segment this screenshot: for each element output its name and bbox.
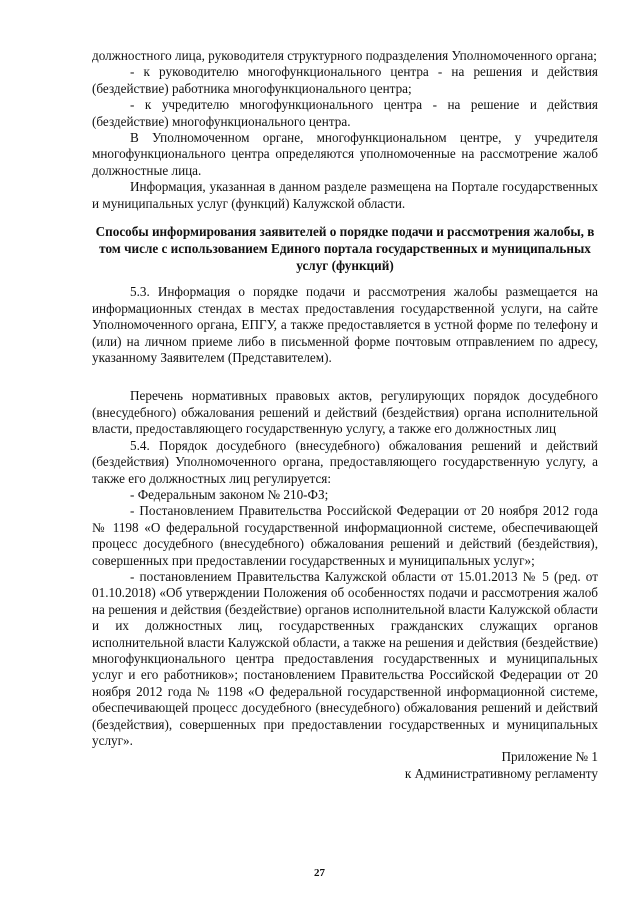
document-page [92, 48, 598, 782]
paragraph-5-3: 5.3. Информация о порядке подачи и рассмотрения жалобы размещается на информационных стендах в местах предоставления государственной услуги, на сайте Уполномоченного органа, ЕПГУ, а также предоставляется в устной форме по телефону и (или) на личном приеме либо в письменной форме почтовым отправлением по адресу, указанному Заявителем (Представителем). [92, 284, 598, 366]
appendix-reference: к Административному регламенту [404, 765, 598, 781]
paragraph-authorized-officials: В Уполномоченном органе, многофункциональном центре, у учредителя многофункционального центра определяются уполномоченные на рассмотрение жалоб должностные лица. [92, 130, 598, 178]
paragraph-continuation: должностного лица, руководителя структурного подразделения Уполномоченного органа; [92, 48, 597, 63]
paragraph-regulations-title: Перечень нормативных правовых актов, регулирующих порядок досудебного (внесудебного) обжалования решений и действий (бездействия) органа исполнительной власти, предоставляющего государственную услугу, а также его должностных лиц [92, 388, 598, 437]
list-item-government-decree: - Постановлением Правительства Российской Федерации от 20 ноября 2012 года № 1198 «О федеральной государственной информационной системе, обеспечивающей процесс досудебного (внесудебного) обжалования решений и действий (бездействия), совершенных при предоставлении государственных и муниципальных услуг»; [92, 503, 598, 568]
paragraph-mfc-founder: - к учредителю многофункционального центра - на решение и действия (бездействие) многофункционального центра. [92, 97, 598, 129]
list-item-regional-decree: - постановлением Правительства Калужской области от 15.01.2013 № 5 (ред. от 01.10.2018) «Об утверждении Положения об особенностях подачи и рассмотрения жалоб на решения и действия (бездействие) органов исполнительной власти Калужской области и их должностных лиц, государственных гражданских служащих органов исполнительной власти Калужской области, а также на решения и действия (бездействие) многофункционального центра предоставления государственных и муниципальных услуг и его работников»; постановлением Правительства Российской Федерации от 20 ноября 2012 года № 1198 «О федеральной государственной информационной системе, обеспечивающей процесс досудебного (внесудебного) обжалования решений и действий (бездействия), совершенных при предоставлении государственных и муниципальных услуг». [92, 568, 598, 749]
paragraph-portal-info: Информация, указанная в данном разделе размещена на Портале государственных и муниципальных услуг (функций) Калужской области. [92, 179, 598, 211]
appendix-label: Приложение № 1 [501, 749, 598, 765]
section-heading: Способы информирования заявителей о порядке подачи и рассмотрения жалобы, в том числе с использованием Единого портала государственных и муниципальных услуг (функций) [95, 224, 595, 273]
paragraph-5-4: 5.4. Порядок досудебного (внесудебного) обжалования решений и действий (бездействия) Уполномоченного органа, предоставляющего государственную услугу, а также его должностных лиц регулируется: [92, 437, 598, 486]
paragraph-mfc-head: - к руководителю многофункционального центра - на решения и действия (бездействие) работника многофункционального центра; [92, 64, 598, 96]
list-item-federal-law: - Федеральным законом № 210-ФЗ; [130, 486, 329, 502]
page-number: 27 [314, 867, 325, 879]
